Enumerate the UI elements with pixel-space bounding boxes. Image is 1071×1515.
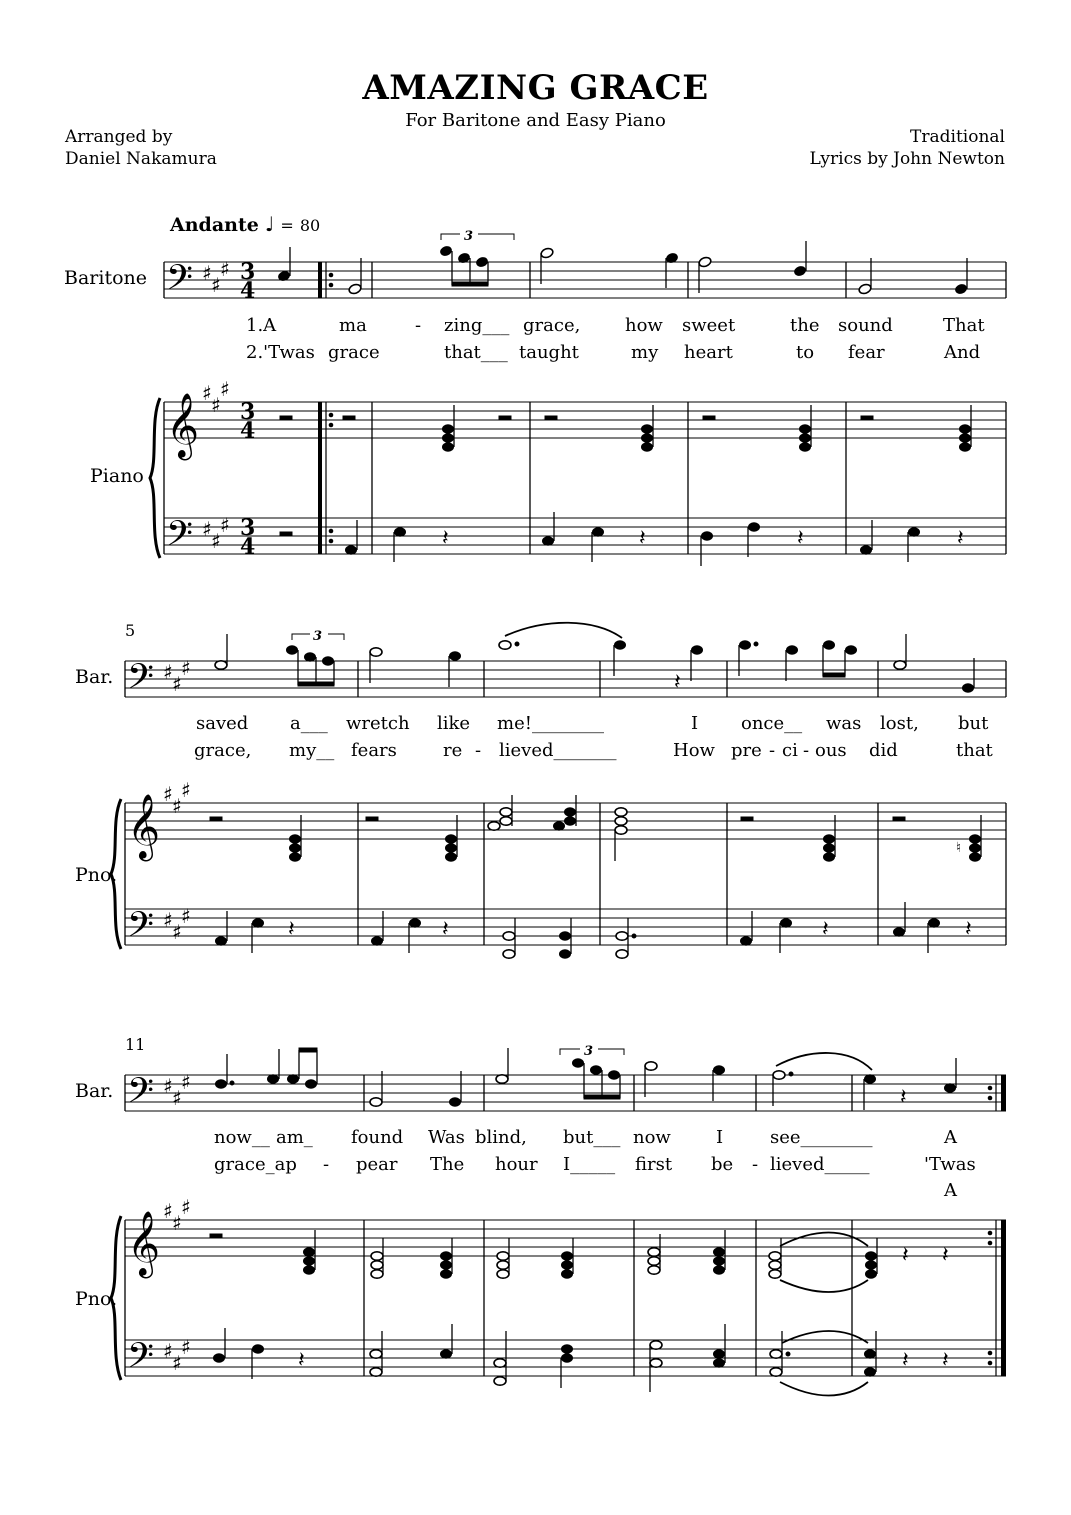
svg-text:♯: ♯ [181,1335,191,1359]
baritone-notes [215,634,974,695]
svg-text:𝄽: 𝄽 [674,670,681,695]
lyric-syllable: grace [328,342,380,363]
svg-text:𝄢: 𝄢 [166,513,194,562]
lyric-syllable: How [673,740,715,761]
svg-text:♯: ♯ [163,1199,173,1223]
lyric-syllable: found [351,1127,404,1148]
lyric-syllable: me!________ [497,713,604,734]
lyric-syllable: sound [838,315,893,336]
svg-text:♯: ♯ [181,778,191,802]
lyric-syllable: wretch [346,713,410,734]
svg-text:𝄽: 𝄽 [442,526,449,551]
lyric-syllable: I [691,713,699,734]
time-signature-top: 3 [240,399,256,425]
svg-text:♯: ♯ [172,672,182,696]
lyric-syllable: lost, [880,713,919,734]
lyric-syllable: That [943,315,985,336]
piano-notes [210,1230,949,1392]
svg-text:𝄽: 𝄽 [288,917,295,942]
svg-text:♯: ♯ [163,908,173,932]
svg-text:♯: ♯ [163,660,173,684]
composer-label: Traditional [910,127,1005,147]
svg-text:♯: ♯ [211,529,221,553]
lyric-syllable: did [869,740,898,761]
lyric-syllable: The [430,1154,465,1175]
svg-text:♯: ♯ [202,261,212,285]
svg-text:𝄽: 𝄽 [298,1348,305,1373]
lyric-syllable: to [796,342,815,363]
svg-text:𝄢: 𝄢 [127,904,155,953]
lyric-syllable: Was [428,1127,465,1148]
svg-text:♯: ♯ [211,393,221,417]
svg-text:𝄽: 𝄽 [942,1243,949,1268]
lyric-syllable: once__ [741,713,803,734]
lyric-syllable: grace, [523,315,581,336]
time-signature-bottom: 4 [240,534,256,560]
lyric-syllable: ci [782,740,798,761]
lyric-syllable: And [944,342,981,363]
lyric-syllable: - [752,1154,759,1175]
svg-text:♯: ♯ [220,257,230,281]
tuplet-number: 3 [464,229,474,244]
tie-slur [780,1233,868,1396]
lyric-syllable: my__ [289,740,335,761]
lyric-syllable: that [956,740,993,761]
lyric-syllable: that___ [444,342,508,363]
tuplet-number: 3 [313,629,323,644]
svg-text:𝄽: 𝄽 [797,526,804,551]
svg-text:♯: ♯ [211,273,221,297]
lyric-syllable: - [475,740,482,761]
lyric-syllable: be [711,1154,734,1175]
quarter-note-icon: ♩ [264,212,275,236]
instrument-label-baritone-short: Bar. [75,666,114,688]
svg-text:𝄞: 𝄞 [127,794,161,859]
lyric-syllable: grace, [194,740,252,761]
measure-number: 5 [125,621,136,640]
svg-text:♯: ♯ [202,381,212,405]
svg-text:𝄽: 𝄽 [957,526,964,551]
lyric-syllable: saved [196,713,249,734]
lyric-syllable: taught [519,342,579,363]
svg-text:𝄽: 𝄽 [442,917,449,942]
svg-text:♯: ♯ [163,782,173,806]
svg-text:𝄽: 𝄽 [639,526,646,551]
time-signature-bottom: 4 [240,418,256,444]
svg-text:𝄢: 𝄢 [127,1335,155,1384]
lyric-syllable: but___ [563,1127,621,1148]
lyric-syllable: now__ [214,1127,270,1148]
lyric-syllable: hour [495,1154,538,1175]
svg-text:♯: ♯ [163,1074,173,1098]
lyric-syllable: heart [684,342,733,363]
svg-text:♯: ♯ [220,513,230,537]
time-signature-bottom: 4 [240,278,256,304]
lyric-syllable: sweet [682,315,736,336]
instrument-label-piano-short: Pno. [75,1288,118,1310]
page-subtitle: For Baritone and Easy Piano [405,110,666,131]
repeat-end-barline [988,1075,1006,1376]
arranger-label: Arranged by [65,127,173,147]
svg-text:♯: ♯ [181,1070,191,1094]
time-signature-top: 3 [240,515,256,541]
svg-text:𝄽: 𝄽 [902,1348,909,1373]
baritone-notes [277,241,967,295]
instrument-label-baritone-short: Bar. [75,1080,114,1102]
lyric-syllable: lieved_______ [499,740,617,761]
svg-text:𝄽: 𝄽 [822,917,829,942]
instrument-label-piano: Piano [90,465,144,487]
instrument-label-baritone: Baritone [64,267,148,289]
svg-text:♯: ♯ [172,1351,182,1375]
measure-number: 11 [125,1035,146,1054]
svg-text:♯: ♯ [163,1339,173,1363]
piano-notes [210,795,981,958]
repeat-start-barline [318,262,333,554]
lyric-syllable: fears [351,740,397,761]
svg-text:𝄢: 𝄢 [127,656,155,705]
tuplet-number: 3 [584,1044,594,1059]
instrument-label-piano-short: Pno. [75,864,118,886]
lyric-syllable: - [803,740,810,761]
lyric-syllable: am_ [276,1127,313,1148]
lyric-syllable: ma [339,315,367,336]
lyric-syllable: 'Twas [924,1154,976,1175]
lyric-syllable: see________ [770,1127,873,1148]
lyric-syllable: 1.A [246,315,277,336]
lyric-syllable: how [625,315,663,336]
svg-text:♯: ♯ [172,1211,182,1235]
lyric-syllable: 2.'Twas [246,342,315,363]
lyric-syllable: ous [815,740,847,761]
svg-text:♯: ♯ [172,1086,182,1110]
svg-text:𝄽: 𝄽 [902,1243,909,1268]
tempo-equals: = [280,216,294,235]
lyric-syllable: lieved_____ [770,1154,870,1175]
svg-text:♯: ♯ [202,517,212,541]
svg-text:♮: ♮ [956,840,962,856]
lyric-syllable: the [790,315,820,336]
lyric-syllable: now [633,1127,671,1148]
svg-text:♯: ♯ [181,904,191,928]
svg-text:♯: ♯ [220,377,230,401]
tie-slur [292,623,622,640]
svg-text:♯: ♯ [172,794,182,818]
page-title: AMAZING GRACE [362,68,709,108]
lyric-syllable: first [635,1154,673,1175]
svg-text:𝄽: 𝄽 [900,1085,907,1110]
svg-text:♯: ♯ [172,920,182,944]
lyric-syllable: was [826,713,862,734]
lyric-syllable: blind, [475,1127,527,1148]
lyric-syllable: re [443,740,463,761]
lyric-syllable: pear [356,1154,398,1175]
svg-text:𝄢: 𝄢 [127,1070,155,1119]
lyric-syllable: - [415,315,422,336]
lyric-syllable: pre [731,740,762,761]
lyric-syllable: I [716,1127,724,1148]
lyric-syllable: fear [848,342,885,363]
arranger-name: Daniel Nakamura [65,149,217,169]
time-signature [240,259,255,560]
tempo-text: Andante [170,214,259,236]
svg-text:♯: ♯ [181,1195,191,1219]
lyricist-credit: Lyrics by John Newton [809,149,1005,169]
lyric-syllable: - [769,740,776,761]
svg-text:𝄢: 𝄢 [166,257,194,306]
lyric-syllable: A [944,1180,957,1201]
lyric-syllable: I_____ [563,1154,616,1175]
lyric-syllable: a___ [290,713,328,734]
svg-text:𝄞: 𝄞 [127,1211,161,1276]
tuplet-bracket [441,234,514,240]
svg-text:𝄞: 𝄞 [166,393,200,458]
tempo-bpm: 80 [299,216,321,235]
lyric-syllable: - [323,1154,330,1175]
lyric-syllable: my [631,342,659,363]
lyric-syllable: grace_ap [214,1154,297,1175]
svg-text:𝄽: 𝄽 [965,917,972,942]
svg-text:𝄽: 𝄽 [942,1348,949,1373]
lyric-syllable: like [437,713,471,734]
svg-text:♯: ♯ [181,656,191,680]
lyric-syllable: but [958,713,989,734]
lyric-syllable: zing___ [444,315,510,336]
time-signature-top: 3 [240,259,256,285]
lyric-syllable: A [944,1127,957,1148]
